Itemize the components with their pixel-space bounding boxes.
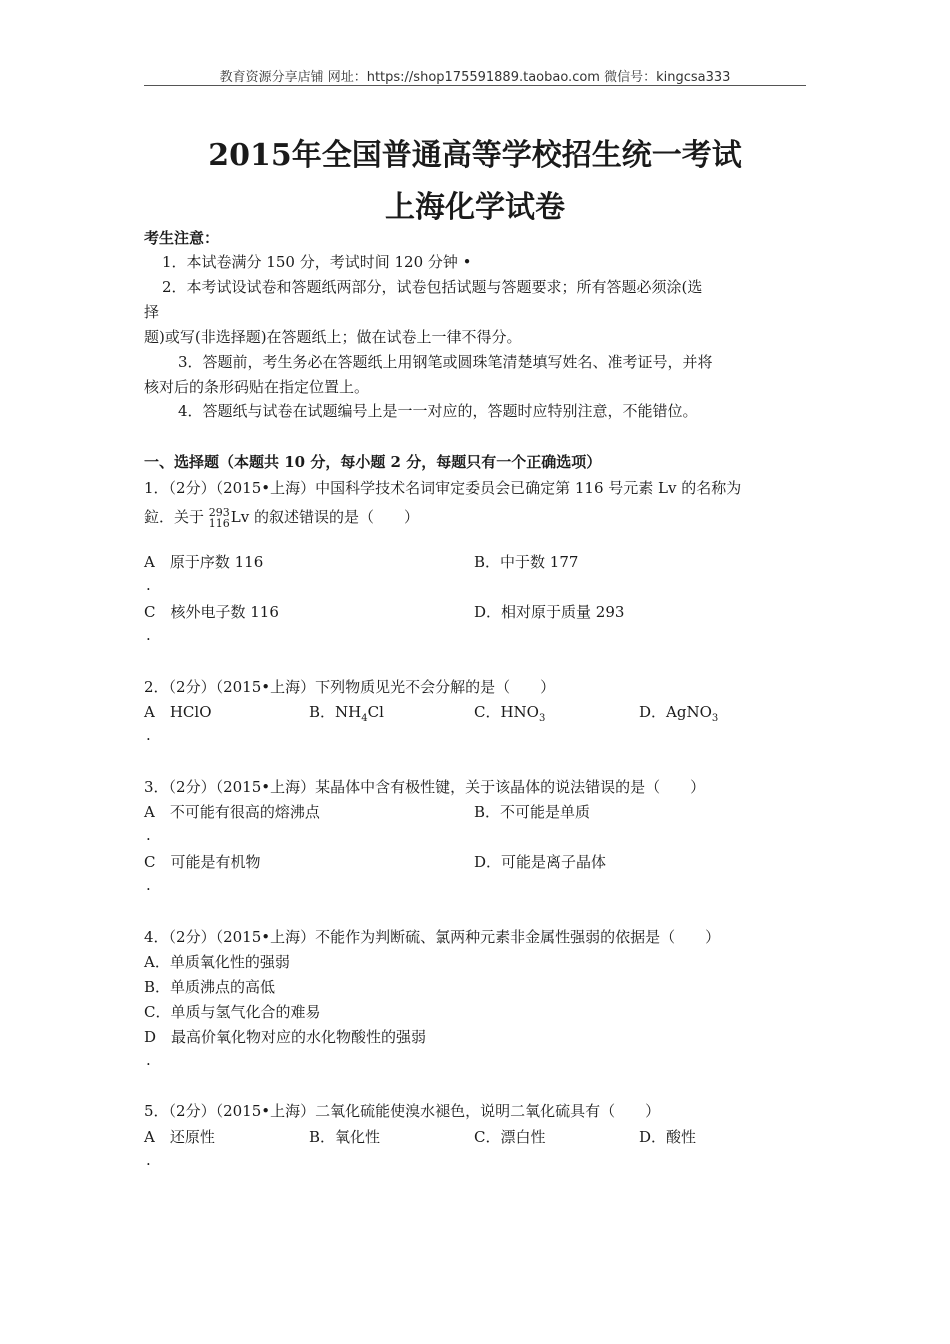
- q2-option-a: A HClO: [144, 703, 212, 721]
- option-dot: .: [146, 826, 151, 844]
- option-dot: .: [146, 1151, 151, 1169]
- q2-d-pre: D．AgNO: [639, 703, 712, 721]
- q1-stem2-pre: 鉝．关于: [144, 508, 205, 526]
- notice-item-2c: 题)或写(非选择题)在答题纸上；做在试卷上一律不得分。: [144, 328, 522, 346]
- q5-option-b: B．氧化性: [309, 1128, 381, 1146]
- q4-option-d: D 最高价氧化物对应的水化物酸性的强弱: [144, 1028, 427, 1046]
- q5-option-c: C．漂白性: [474, 1128, 546, 1146]
- q2-option-c: [474, 701, 545, 724]
- option-dot: .: [146, 576, 151, 594]
- q3-option-d: D．可能是离子晶体: [474, 853, 607, 871]
- q4-option-b: B．单质沸点的高低: [144, 978, 276, 996]
- notice-item-3a: 3．答题前，考生务必在答题纸上用钢笔或圆珠笔清楚填写姓名、准考证号，并将: [178, 353, 713, 371]
- q1-stem: 1．（2分）（2015•上海）中国科学技术名词审定委员会已确定第 116 号元素 Lv 的名称为: [144, 479, 742, 497]
- q2-option-d: [639, 701, 718, 724]
- q2-b-post: Cl: [367, 703, 384, 721]
- nuclide-mass: 293: [208, 506, 230, 519]
- notice-item-2b: 择: [144, 303, 160, 321]
- q2-c-pre: C．HNO: [474, 703, 539, 721]
- q2-c-sub: 3: [538, 713, 546, 724]
- notice-item-2a: 2．本考试设试卷和答题纸两部分，试卷包括试题与答题要求；所有答题必须涂(选: [162, 278, 703, 296]
- q3-option-a: A 不可能有很高的熔沸点: [144, 803, 320, 821]
- option-dot: .: [146, 626, 151, 644]
- notice-item-4: 4．答题纸与试卷在试题编号上是一一对应的，答题时应特别注意，不能错位。: [178, 402, 698, 420]
- nuclide-symbol: [209, 507, 230, 529]
- q1-option-d: D．相对原于质量 293: [474, 603, 625, 621]
- option-dot: .: [146, 726, 151, 744]
- q5-option-d: D．酸性: [639, 1128, 697, 1146]
- section-1-heading: 一、选择题（本题共 10 分，每小题 2 分，每题只有一个正确选项）: [144, 453, 602, 471]
- q1-stem-line2: [144, 506, 419, 529]
- header-divider: [144, 85, 806, 86]
- nuclide-atomic: 116: [208, 517, 230, 530]
- q4-stem: 4．（2分）（2015•上海）不能作为判断硫、氯两种元素非金属性强弱的依据是（ ）: [144, 928, 721, 946]
- q2-option-b: [309, 701, 384, 724]
- q1-option-a: A 原于序数 116: [144, 553, 264, 571]
- option-dot: .: [146, 876, 151, 894]
- q2-b-pre: B．NH: [309, 703, 362, 721]
- q2-d-sub: 3: [711, 713, 719, 724]
- option-dot: .: [146, 1051, 151, 1069]
- q3-option-b: B．不可能是单质: [474, 803, 591, 821]
- q1-option-c: C 核外电子数 116: [144, 603, 279, 621]
- q4-option-a: A．单质氧化性的强弱: [144, 953, 290, 971]
- q1-option-b: B．中于数 177: [474, 553, 579, 571]
- notice-heading: 考生注意：: [144, 229, 220, 247]
- page-header: 教育资源分享店铺 网址：https://shop175591889.taobao.com 微信号：kingcsa333: [219, 70, 731, 85]
- q4-option-c: C．单质与氢气化合的难易: [144, 1003, 321, 1021]
- q1-stem2-post: Lv 的叙述错误的是（ ）: [230, 508, 420, 526]
- q3-stem: 3．（2分）（2015•上海）某晶体中含有极性键，关于该晶体的说法错误的是（ ）: [144, 778, 706, 796]
- q5-option-a: A 还原性: [144, 1128, 215, 1146]
- notice-item-3b: 核对后的条形码贴在指定位置上。: [144, 378, 370, 396]
- notice-item-1: 1．本试卷满分 150 分，考试时间 120 分钟 •: [162, 253, 472, 271]
- exam-title-line2: 上海化学试卷: [385, 190, 565, 225]
- q3-option-c: C 可能是有机物: [144, 853, 261, 871]
- exam-title-line1: 2015年全国普通高等学校招生统一考试: [208, 138, 742, 173]
- q2-b-sub: 4: [361, 713, 368, 724]
- q5-stem: 5．（2分）（2015•上海）二氧化硫能使溴水褪色，说明二氧化硫具有（ ）: [144, 1102, 661, 1120]
- q2-stem: 2．（2分）（2015•上海）下列物质见光不会分解的是（ ）: [144, 678, 556, 696]
